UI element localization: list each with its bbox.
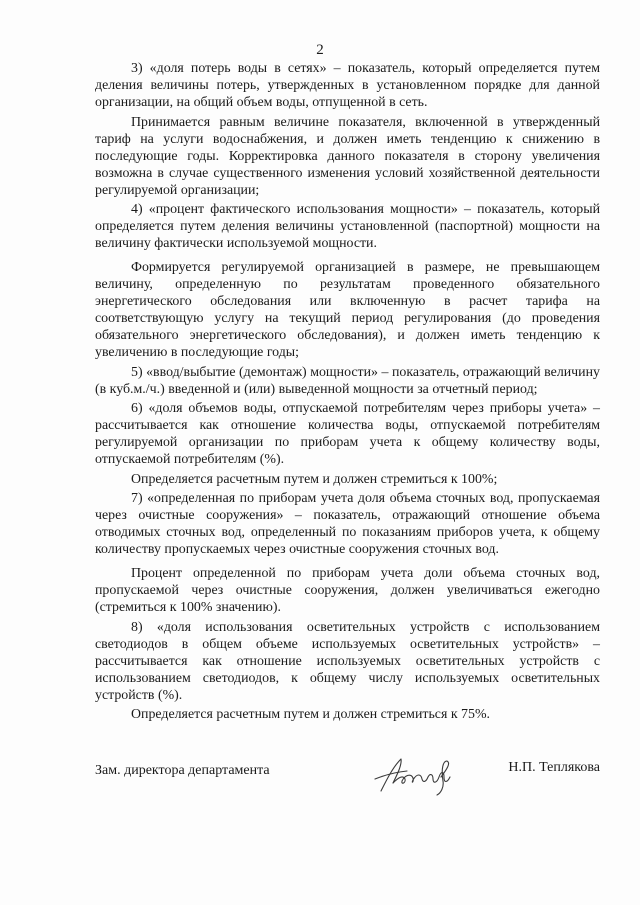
signatory-position: Зам. директора департамента [95,763,270,778]
handwritten-signature [371,753,457,797]
paragraph-water-losses-note: Принимается равным величине показателя, включенной в утвержденный тариф на услуги водоснабжения, и должен иметь тенденцию к снижению в последующие годы. Корректировка данного показателя в сторону увеличения возможна в случае существенного изменения условий хозяйственной деятельности регулируемой организации; [95,114,600,198]
signatory-name: Н.П. Теплякова [508,760,600,775]
paragraph-capacity-usage: 4) «процент фактического использования мощности» – показатель, который определяется путем деления величины установленной (паспортной) мощности на величину фактически используемой мощности. [95,202,600,251]
paragraph-capacity-input-output: 5) «ввод/выбытие (демонтаж) мощности» – показатель, отражающий величину (в куб.м./ч.) введенной и (или) выведенной мощности за отчетный период; [95,364,600,397]
document-body [95,60,600,726]
paragraph-metered-water-note: Определяется расчетным путем и должен стремиться к 100%; [131,471,498,487]
paragraph-water-losses: 3) «доля потерь воды в сетях» – показатель, который определяется путем деления величины потерь, утвержденных в установленном порядке для данной организации, на общий объем воды, отпущенной в сеть. [95,61,600,110]
paragraph-wastewater-share: 7) «определенная по приборам учета доля объема сточных вод, пропускаемая через очистные сооружения» – показатель, отражающий отношение объема отводимых сточных вод, определенный по показаниям приборов учета, к общему количеству пропускаемых через очистные сооружения сточных вод. [95,491,600,557]
paragraph-wastewater-note: Процент определенной по приборам учета доли объема сточных вод, пропускаемой через очистные сооружения, должен увеличиваться ежегодно (стремиться к 100% значению). [95,566,600,615]
page-number: 2 [316,42,324,58]
paragraph-capacity-usage-note: Формируется регулируемой организацией в размере, не превышающем величину, определенную по результатам проведенного обязательного энергетического обследования или включенную в расчет тарифа на соответствующую услугу на текущий период регулирования (до проведения обязательного энергетического обследования), и должен иметь тенденцию к увеличению в последующие годы; [95,260,600,360]
signature-block [95,753,600,797]
paragraph-led-share: 8) «доля использования осветительных устройств с использованием светодиодов в общем объеме используемых осветительных устройств» – рассчитывается как отношение используемых осветительных устройств с использованием светодиодов, к общему числу используемых осветительных устройств (%). [95,619,600,703]
paragraph-metered-water-share: 6) «доля объемов воды, отпускаемой потребителям через приборы учета» – рассчитывается как отношение количества воды, отпускаемой потребителям регулируемой организации по приборам учета к общему количеству воды, отпускаемой потребителям (%). [95,401,600,467]
paragraph-led-note: Определяется расчетным путем и должен стремиться к 75%. [131,707,490,722]
